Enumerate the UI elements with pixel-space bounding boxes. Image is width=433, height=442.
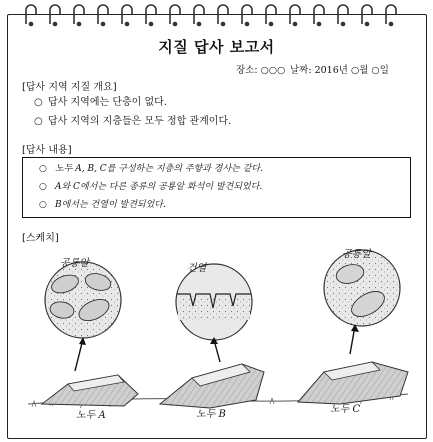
- bullet-icon: ○: [39, 164, 47, 174]
- callout-label-mudcracks: 건열: [187, 263, 207, 274]
- list-item: ○ 답사 지역에는 단층이 없다.: [34, 93, 231, 112]
- outcrop-b-rock: [160, 364, 264, 408]
- place-field: 장소: ○○○: [236, 65, 286, 76]
- content-box: [22, 157, 411, 218]
- content-heading: [답사 내용]: [22, 145, 72, 156]
- date-field: 날짜: 2016년 ○월 ○일: [290, 65, 389, 76]
- callout-b-mudcracks: [176, 264, 252, 362]
- overview-heading: [답사 지역 지질 개요]: [22, 82, 117, 93]
- spiral-binding: [0, 0, 433, 30]
- report-title: 지질 답사 보고서: [158, 38, 275, 56]
- callout-label-eggs-c: 공룡알: [342, 249, 371, 260]
- callout-a-eggs: [45, 262, 121, 371]
- content-list: [39, 160, 263, 214]
- outcrop-label-b: 노두 B: [196, 409, 226, 420]
- callout-c-eggs: [324, 250, 400, 354]
- list-item: ○ 노두 A, B, C를 구성하는 지층의 주향과 경사는 같다.: [39, 160, 263, 178]
- list-item: ○ B에서는 건열이 발견되었다.: [39, 196, 263, 214]
- sketch-heading: [스케치]: [22, 233, 59, 244]
- outcrop-label-a: 노두 A: [76, 410, 106, 421]
- overview-list: [34, 93, 231, 131]
- list-item: ○ A와 C에서는 다른 종류의 공룡알 화석이 발견되었다.: [39, 178, 263, 196]
- outcrop-a-rock: [42, 375, 138, 406]
- bullet-icon: ○: [34, 116, 43, 127]
- bullet-icon: ○: [39, 182, 47, 192]
- bullet-icon: ○: [34, 97, 43, 108]
- outcrop-label-c: 노두 C: [330, 404, 361, 415]
- list-item: ○ 답사 지역의 지층들은 모두 정합 관계이다.: [34, 112, 231, 131]
- bullet-icon: ○: [39, 200, 47, 210]
- outcrop-c-rock: [298, 362, 408, 404]
- callout-label-eggs-a: 공룡알: [60, 258, 89, 269]
